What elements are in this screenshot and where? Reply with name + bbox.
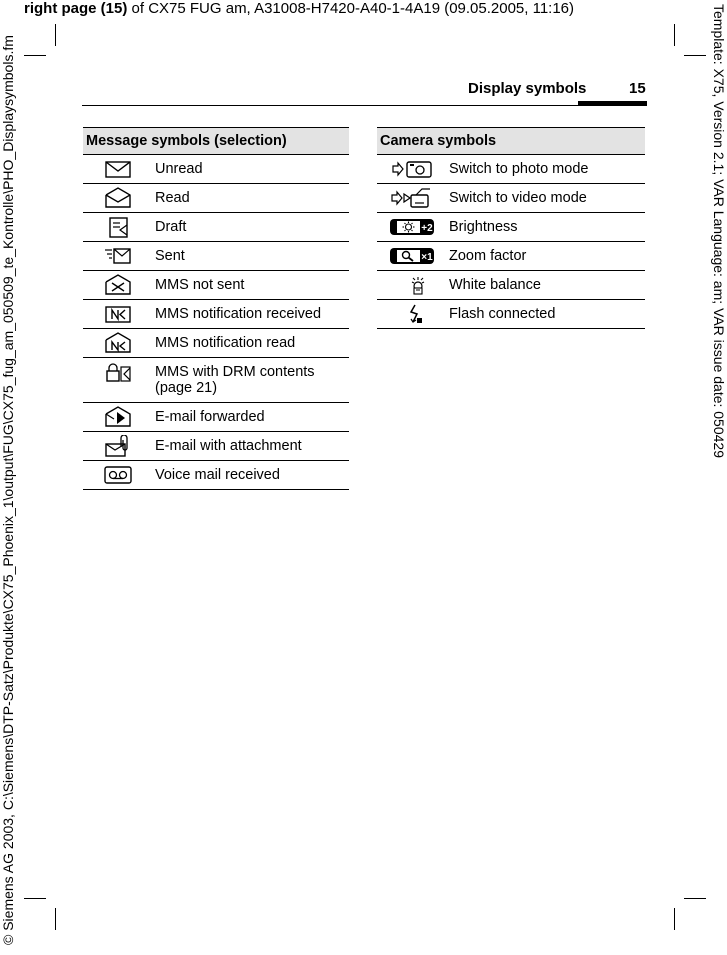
table-cell-label: MMS notification read — [153, 329, 349, 358]
camera-symbols-table — [377, 127, 645, 329]
sent-icon — [83, 242, 153, 271]
zoom-icon — [377, 242, 447, 271]
table-row — [377, 271, 645, 300]
draft-icon — [83, 213, 153, 242]
table-row — [83, 329, 349, 358]
camera-symbols-header: Camera symbols — [377, 128, 645, 155]
table-cell-label: MMS with DRM contents (page 21) — [153, 358, 349, 403]
table-row — [83, 300, 349, 329]
table-cell-label: Switch to video mode — [447, 184, 645, 213]
crop-mark — [674, 24, 675, 46]
table-cell-label: Brightness — [447, 213, 645, 242]
white-balance-icon — [377, 271, 447, 300]
print-header — [24, 0, 574, 17]
table-cell-label: MMS notification received — [153, 300, 349, 329]
crop-mark — [24, 55, 46, 56]
print-header-rest: of CX75 FUG am, A31008-H7420-A40-1-4A19 (09.05.2005, 11:16) — [127, 0, 575, 17]
table-cell-label: Voice mail received — [153, 461, 349, 490]
table-row — [83, 271, 349, 300]
crop-mark — [674, 908, 675, 930]
copyright-path-text: © Siemens AG 2003, C:\Siemens\DTP-Satz\Produkte\CX75_Phoenix_1\output\FUG\CX75_fug_am_050509_te_Kontrolle\PHO_Displaysymbols.fm — [0, 35, 16, 945]
page-number: 15 — [629, 80, 646, 97]
crop-mark — [24, 898, 46, 899]
crop-mark — [684, 55, 706, 56]
mms-drm-icon — [83, 358, 153, 403]
template-info-text: Template: X75, Version 2.1; VAR Language: am; VAR issue date: 050429 — [711, 4, 727, 458]
table-row — [83, 358, 349, 403]
table-row — [83, 403, 349, 432]
mms-not-sent-icon — [83, 271, 153, 300]
table-row — [377, 300, 645, 329]
table-row — [83, 213, 349, 242]
table-cell-label: E-mail with attachment — [153, 432, 349, 461]
crop-mark — [684, 898, 706, 899]
mms-notification-read-icon — [83, 329, 153, 358]
table-row — [377, 242, 645, 271]
envelope-open-icon — [83, 184, 153, 213]
table-cell-label: White balance — [447, 271, 645, 300]
table-row — [83, 155, 349, 184]
print-header-bold: right page (15) — [24, 0, 128, 17]
envelope-closed-icon — [83, 155, 153, 184]
mms-notification-received-icon — [83, 300, 153, 329]
table-row — [83, 242, 349, 271]
table-cell-label: Switch to photo mode — [447, 155, 645, 184]
header-rule — [82, 105, 647, 106]
table-row — [377, 213, 645, 242]
table-cell-label: Sent — [153, 242, 349, 271]
zoom-badge: ×1 — [421, 252, 433, 263]
email-forwarded-icon — [83, 403, 153, 432]
table-row — [83, 184, 349, 213]
photo-mode-icon — [377, 155, 447, 184]
crop-mark — [55, 24, 56, 46]
voicemail-icon — [83, 461, 153, 490]
table-row — [377, 184, 645, 213]
brightness-badge: +2 — [421, 223, 433, 234]
message-symbols-table — [83, 127, 349, 490]
table-cell-label: Flash connected — [447, 300, 645, 329]
table-row — [83, 432, 349, 461]
page-number-rule — [578, 101, 647, 105]
table-cell-label: E-mail forwarded — [153, 403, 349, 432]
flash-connected-icon — [377, 300, 447, 329]
video-mode-icon — [377, 184, 447, 213]
crop-mark — [55, 908, 56, 930]
table-cell-label: Read — [153, 184, 349, 213]
table-cell-label: Zoom factor — [447, 242, 645, 271]
table-cell-label: Draft — [153, 213, 349, 242]
running-title: Display symbols — [468, 80, 587, 97]
brightness-icon — [377, 213, 447, 242]
table-row — [83, 461, 349, 490]
table-cell-label: Unread — [153, 155, 349, 184]
email-attachment-icon — [83, 432, 153, 461]
message-symbols-header: Message symbols (selection) — [83, 128, 349, 155]
table-row — [377, 155, 645, 184]
table-cell-label: MMS not sent — [153, 271, 349, 300]
